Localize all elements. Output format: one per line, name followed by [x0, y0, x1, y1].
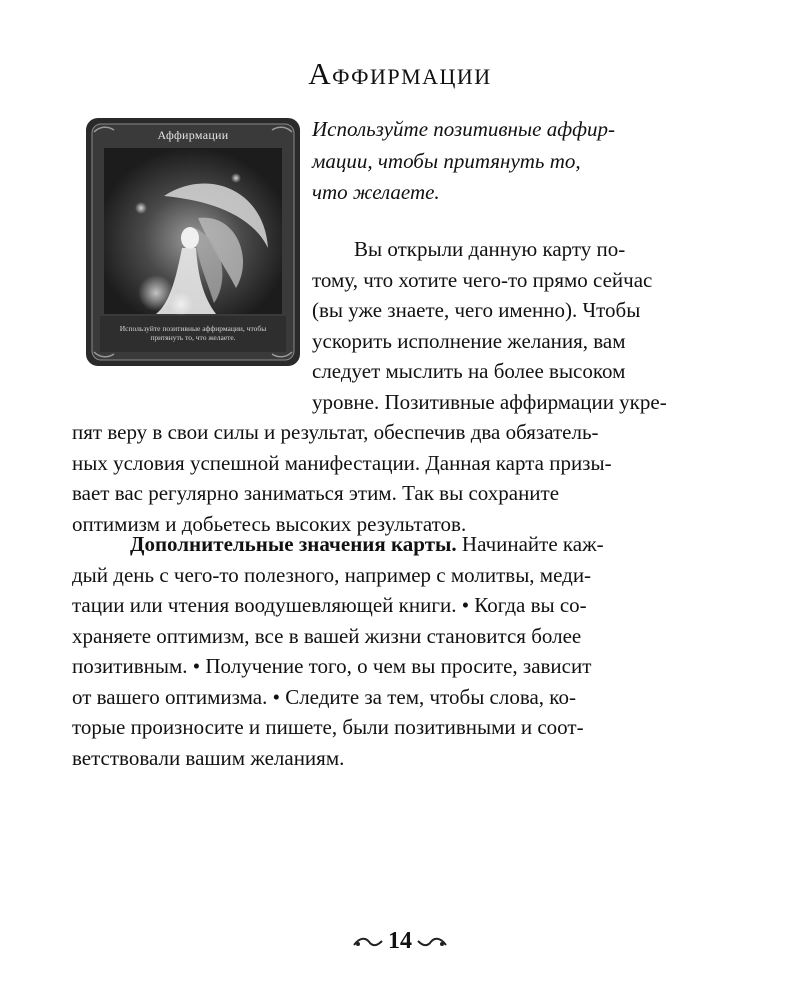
text-line: (вы уже знаете, чего именно). Чтобы — [312, 298, 641, 322]
text-line: ветствовали вашим желаниям. — [72, 745, 345, 770]
text-line: Вы открыли данную карту по- — [354, 237, 626, 261]
page-number-footer — [0, 928, 800, 955]
ornament-right-icon — [416, 935, 448, 949]
text-line: уровне. Позитивные аффирмации укре- — [312, 389, 667, 414]
text-line: торые произносите и пишете, были позитивными и соот- — [72, 715, 584, 739]
text-line: оптимизм и добьетесь высоких результатов. — [72, 511, 467, 536]
intro-line: что желаете. — [312, 180, 440, 204]
text-line: тому, что хотите чего-то прямо сейчас — [312, 267, 653, 292]
text-line: от вашего оптимизма. • Следите за тем, чтобы слова, ко- — [72, 684, 576, 709]
card-title: Аффирмации — [157, 128, 229, 142]
section-heading: Дополнительные значения карты. — [130, 532, 457, 556]
ornament-left-icon — [352, 935, 384, 949]
text-line: ных условия успешной манифестации. Данная карта призы- — [72, 450, 612, 475]
text-fragment: Начинайте каж- — [456, 532, 604, 556]
text-line: позитивным. • Получение того, о чем вы просите, зависит — [72, 654, 592, 678]
card-caption: Используйте позитивные аффирмации, чтобы притянуть то, что желаете. — [119, 324, 267, 342]
intro-italic — [312, 114, 722, 209]
paragraph-additional-meanings — [72, 529, 722, 773]
paragraph-main — [72, 234, 722, 539]
intro-line: Используйте позитивные аффир- — [312, 117, 616, 141]
text-line: тации или чтения воодушевляющей книги. • Когда вы со- — [72, 593, 587, 617]
page-title: Аффирмации — [308, 56, 492, 91]
text-line: вает вас регулярно заниматься этим. Так вы сохраните — [72, 481, 560, 505]
page-number: 14 — [388, 928, 412, 954]
text-line — [72, 529, 722, 560]
text-line: следует мыслить на более высоком — [312, 359, 626, 383]
text-line: храняете оптимизм, все в вашей жизни становится более — [72, 623, 582, 648]
text-line: пят веру в свои силы и результат, обеспечив два обязатель- — [72, 420, 599, 444]
text-line: ускорить исполнение желания, вам — [312, 328, 626, 353]
intro-line: мации, чтобы притянуть то, — [312, 148, 581, 173]
text-line: дый день с чего-то полезного, например с молитвы, меди- — [72, 562, 592, 587]
